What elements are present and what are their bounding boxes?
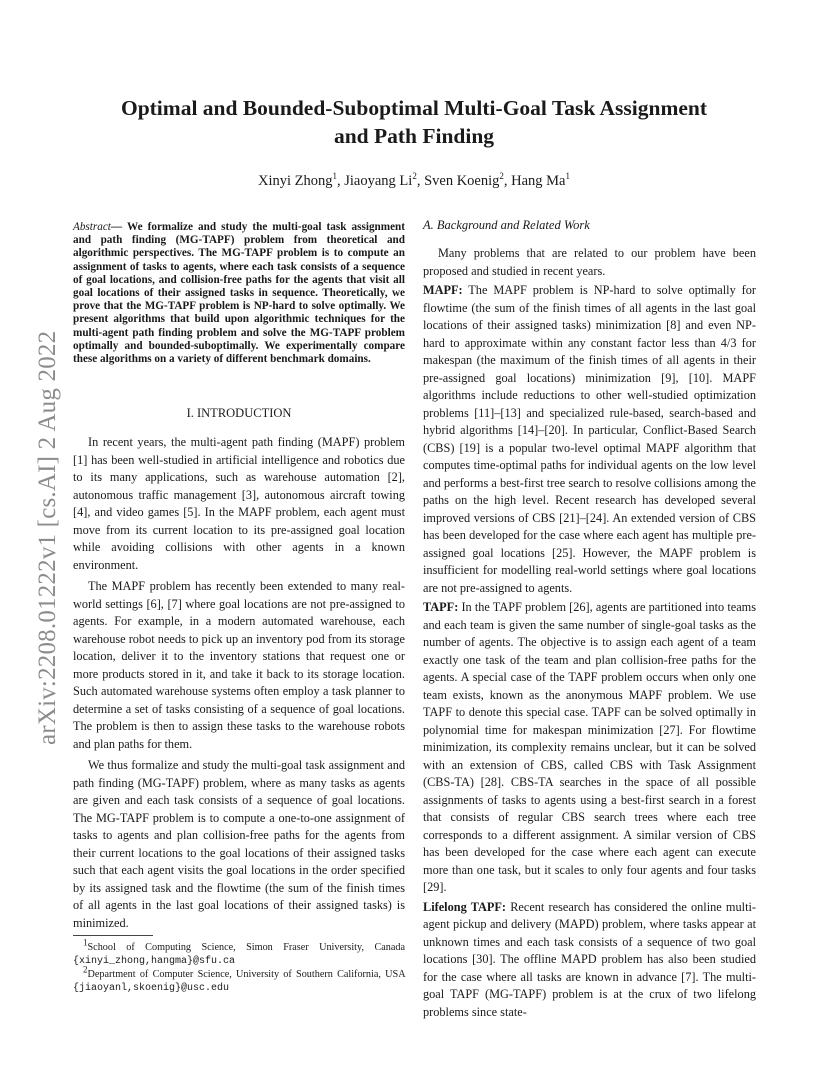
footnote-email: {jiaoyanl,skoenig}@usc.edu bbox=[73, 982, 230, 994]
author-name: Xinyi Zhong bbox=[257, 173, 333, 189]
author-separator: , bbox=[416, 173, 425, 189]
author-separator: , bbox=[337, 173, 345, 189]
abstract-label: Abstract bbox=[73, 221, 111, 233]
footnote-mark: 1 bbox=[83, 937, 88, 948]
paragraph-mapf bbox=[423, 282, 756, 597]
footnotes bbox=[73, 937, 405, 996]
subsection-heading: A. Background and Related Work bbox=[423, 218, 590, 232]
paragraph: We thus formalize and study the multi-goal task assignment and path finding (MG-TAPF) problem, where as many tasks as agents are given and each task consists of a sequence of goal locations. The MG-TAPF problem is to compute a one-to-one assignment of tasks to agents and plan collision-free paths for the agents from their current locations to the goal locations of their assigned tasks such that each agent visits the goal locations in the order specified by its assigned task and the flowtime (the sum of the finish times of all agents in the last goal locations of their assigned tasks) is minimized. bbox=[73, 758, 405, 930]
paragraph-lead: MAPF: bbox=[423, 283, 463, 297]
section-title-initial: I bbox=[196, 406, 202, 420]
section-heading-introduction bbox=[73, 405, 405, 421]
paragraph-lifelong bbox=[423, 899, 756, 1022]
paragraph-lead: Lifelong TAPF: bbox=[423, 899, 506, 914]
author-affiliation-mark: 1 bbox=[332, 171, 337, 182]
author-affiliation-mark: 2 bbox=[499, 171, 504, 182]
author-affiliation-mark: 2 bbox=[412, 171, 417, 182]
paragraph-lead: TAPF: bbox=[423, 600, 459, 614]
abstract-text: We formalize and study the multi-goal task assignment and path finding (MG-TAPF) problem from theoretical and algorithmic perspectives. The MG-TAPF problem is to compute an assignment of tasks to agents, where each task consists of a sequence of goal locations, and collision-free paths for the agents that visit all goal locations of their assigned tasks in sequence. Theoretically, we prove that the MG-TAPF problem is NP-hard to solve optimally. We present algorithms that build upon algorithmic techniques for the multi-agent path finding problem and solve the MG-TAPF problem optimally and bounded-suboptimally. We experimentally compare these algorithms on a variety of different benchmark domains. bbox=[73, 221, 405, 366]
footnote-2 bbox=[73, 964, 405, 995]
paragraph: Many problems that are related to our problem have been proposed and studied in recent years. bbox=[423, 246, 756, 278]
introduction-body bbox=[73, 434, 405, 936]
title-line-1: Optimal and Bounded-Suboptimal Multi-Goal Task Assignment bbox=[120, 96, 708, 120]
footnote-text: Department of Computer Science, University of Southern California, USA bbox=[87, 969, 405, 981]
author-name: Sven Koenig bbox=[424, 173, 500, 189]
paragraph-text: Recent research has considered the online multi-agent pickup and delivery (MAPD) problem, where tasks appear at unknown times and each task consists of a sequence of two goal locations [30]. The offline MAPD problem has also been studied for the case where all tasks are known in advance [7]. The multi-goal TAPF (MG-TAPF) problem is at the crux of two lifelong problems since state- bbox=[423, 899, 756, 1019]
author-separator: , bbox=[503, 173, 512, 189]
related-work-body bbox=[423, 245, 756, 1023]
author-name: Hang Ma bbox=[511, 173, 566, 189]
paragraph-text: In the TAPF problem [26], agents are partitioned into teams and each team is given the same number of single-goal tasks as the number of agents. The objective is to assign each agent of a team exactly one task of the team and plan collision-free paths for the agents. A special case of the TAPF problem occurs when only one team exists, known as the anonymous MAPF problem. We use TAPF to denote this special case. TAPF can be solved optimally in polynomial time for makespan minimization [27]. For flowtime minimization, its complexity remains unclear, but it can be solved with an extension of CBS, called CBS with Task Assignment (CBS-TA) [28]. CBS-TA searches in the space of all possible assignments of tasks to agents using a best-first search in a forest that consists of regular CBS search trees where each tree corresponds to a different assignment. A similar version of CBS has been developed for the case where each agent can execute more than one task, but it scales to only four agents and four tasks [29]. bbox=[423, 600, 756, 894]
footnote-mark: 2 bbox=[83, 964, 88, 975]
paper-title bbox=[60, 94, 768, 150]
author-name: Jiaoyang Li bbox=[344, 173, 413, 189]
abstract bbox=[73, 221, 405, 366]
paragraph-tapf bbox=[423, 599, 756, 897]
footnote-1 bbox=[73, 937, 405, 968]
section-number: I. bbox=[186, 406, 197, 420]
title-line-2: and Path Finding bbox=[333, 124, 495, 148]
author-affiliation-mark: 1 bbox=[565, 171, 570, 182]
footnote-email: {xinyi_zhong,hangma}@sfu.ca bbox=[73, 955, 236, 967]
arxiv-sidebar bbox=[14, 295, 61, 745]
paragraph: The MAPF problem has recently been extended to many real-world settings [6], [7] where goal locations are not pre-assigned to agents. For example, in a modern automated warehouse, each warehouse robot needs to pick up an inventory pod from its storage location, deliver it to the inventory stations that request one or more products stored in it, and take it back to its storage location. Such automated warehouse systems often employ a task planner to determine a set of tasks consisting of a sequence of goal locations. The problem is then to assign these tasks to the warehouse robots and plan paths for them. bbox=[73, 579, 405, 751]
section-title-rest: NTRODUCTION bbox=[201, 406, 292, 420]
footnote-text: School of Computing Science, Simon Fraser University, Canada bbox=[87, 942, 405, 953]
author-list bbox=[60, 171, 768, 191]
abstract-dash: — bbox=[110, 221, 127, 233]
paragraph: In recent years, the multi-agent path finding (MAPF) problem [1] has been well-studied in artificial intelligence and robotics due to its many applications, such as warehouse automation [2], autonomous traffic management [3], autonomous aircraft towing [4], and video games [5]. In the MAPF problem, each agent must move from its current location to its pre-assigned goal location while avoiding collisions with other agents in a known environment. bbox=[73, 435, 405, 572]
paragraph-text: The MAPF problem is NP-hard to solve optimally for flowtime (the sum of the finish times of all agents in the last goal locations of their assigned tasks) minimization [8] and even NP-hard to approximate within any constant factor less than 4/3 for makespan (the maximum of the finish times of all agents in their pre-assigned goal locations) minimization [9], [10]. MAPF algorithms include reductions to other well-studied optimization problems [11]–[13] and specialized rule-based, search-based and hybrid algorithms [14]–[20]. In particular, Conflict-Based Search (CBS) [19] is a popular two-level optimal MAPF algorithm that computes time-optimal paths for individual agents on the low level and performs a best-first tree search to resolve collisions among the paths on the high level. Recent research has developed several improved versions of CBS [21]–[24]. An extended version of CBS has been developed for the case where each agent has multiple pre-assigned goal locations [25]. However, the MAPF problem is insufficient for modelling real-world settings where goal locations are not pre-assigned to agents. bbox=[423, 283, 756, 595]
arxiv-identifier: arXiv:2208.01222v1 [cs.AI] 2 Aug 2022 bbox=[34, 330, 61, 745]
footnote-rule bbox=[73, 935, 153, 936]
